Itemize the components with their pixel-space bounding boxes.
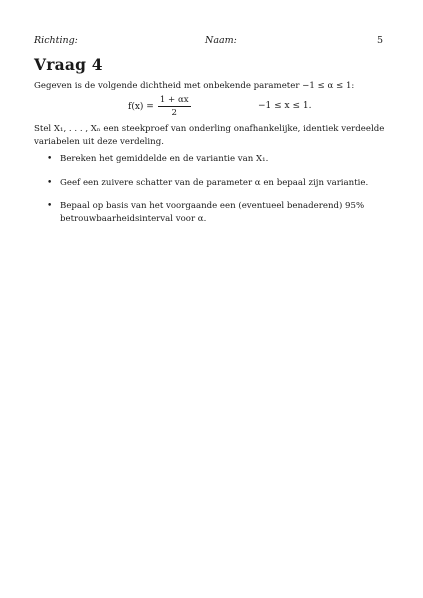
intro-paragraph: Gegeven is de volgende dichtheid met onbekende parameter −1 ≤ α ≤ 1: xyxy=(34,81,355,91)
fraction-denominator: 2 xyxy=(171,108,177,118)
list-item-text: Geef een zuivere schatter van de parameter α en bepaal zijn variantie. xyxy=(60,177,369,188)
list-item xyxy=(47,177,395,190)
bullet-icon: • xyxy=(47,154,53,164)
header-naam: Naam: xyxy=(205,35,237,46)
list-item xyxy=(47,153,395,166)
bullet-icon: • xyxy=(47,201,53,211)
formula-fraction xyxy=(158,95,191,118)
density-formula xyxy=(128,95,191,118)
formula-domain: −1 ≤ x ≤ 1. xyxy=(258,101,312,111)
page-number: 5 xyxy=(377,35,384,46)
bullet-icon: • xyxy=(47,177,53,188)
header-richting: Richting: xyxy=(34,35,78,46)
list-item-text: Bepaal op basis van het voorgaande een (eventueel benaderend) 95% betrouwbaarheidsinterval voor α. xyxy=(60,201,365,224)
list-item xyxy=(47,200,395,225)
task-list xyxy=(47,153,395,236)
formula-lhs: f(x) = xyxy=(128,101,154,112)
list-item-text: Bereken het gemiddelde en de variantie van X₁. xyxy=(60,154,269,164)
sample-paragraph: Stel X₁, . . . , Xₙ een steekproef van onderling onafhankelijke, identiek verdeelde variabelen uit deze verdeling. xyxy=(34,124,385,147)
fraction-numerator: 1 + αx xyxy=(159,95,189,105)
question-title: Vraag 4 xyxy=(34,55,103,74)
